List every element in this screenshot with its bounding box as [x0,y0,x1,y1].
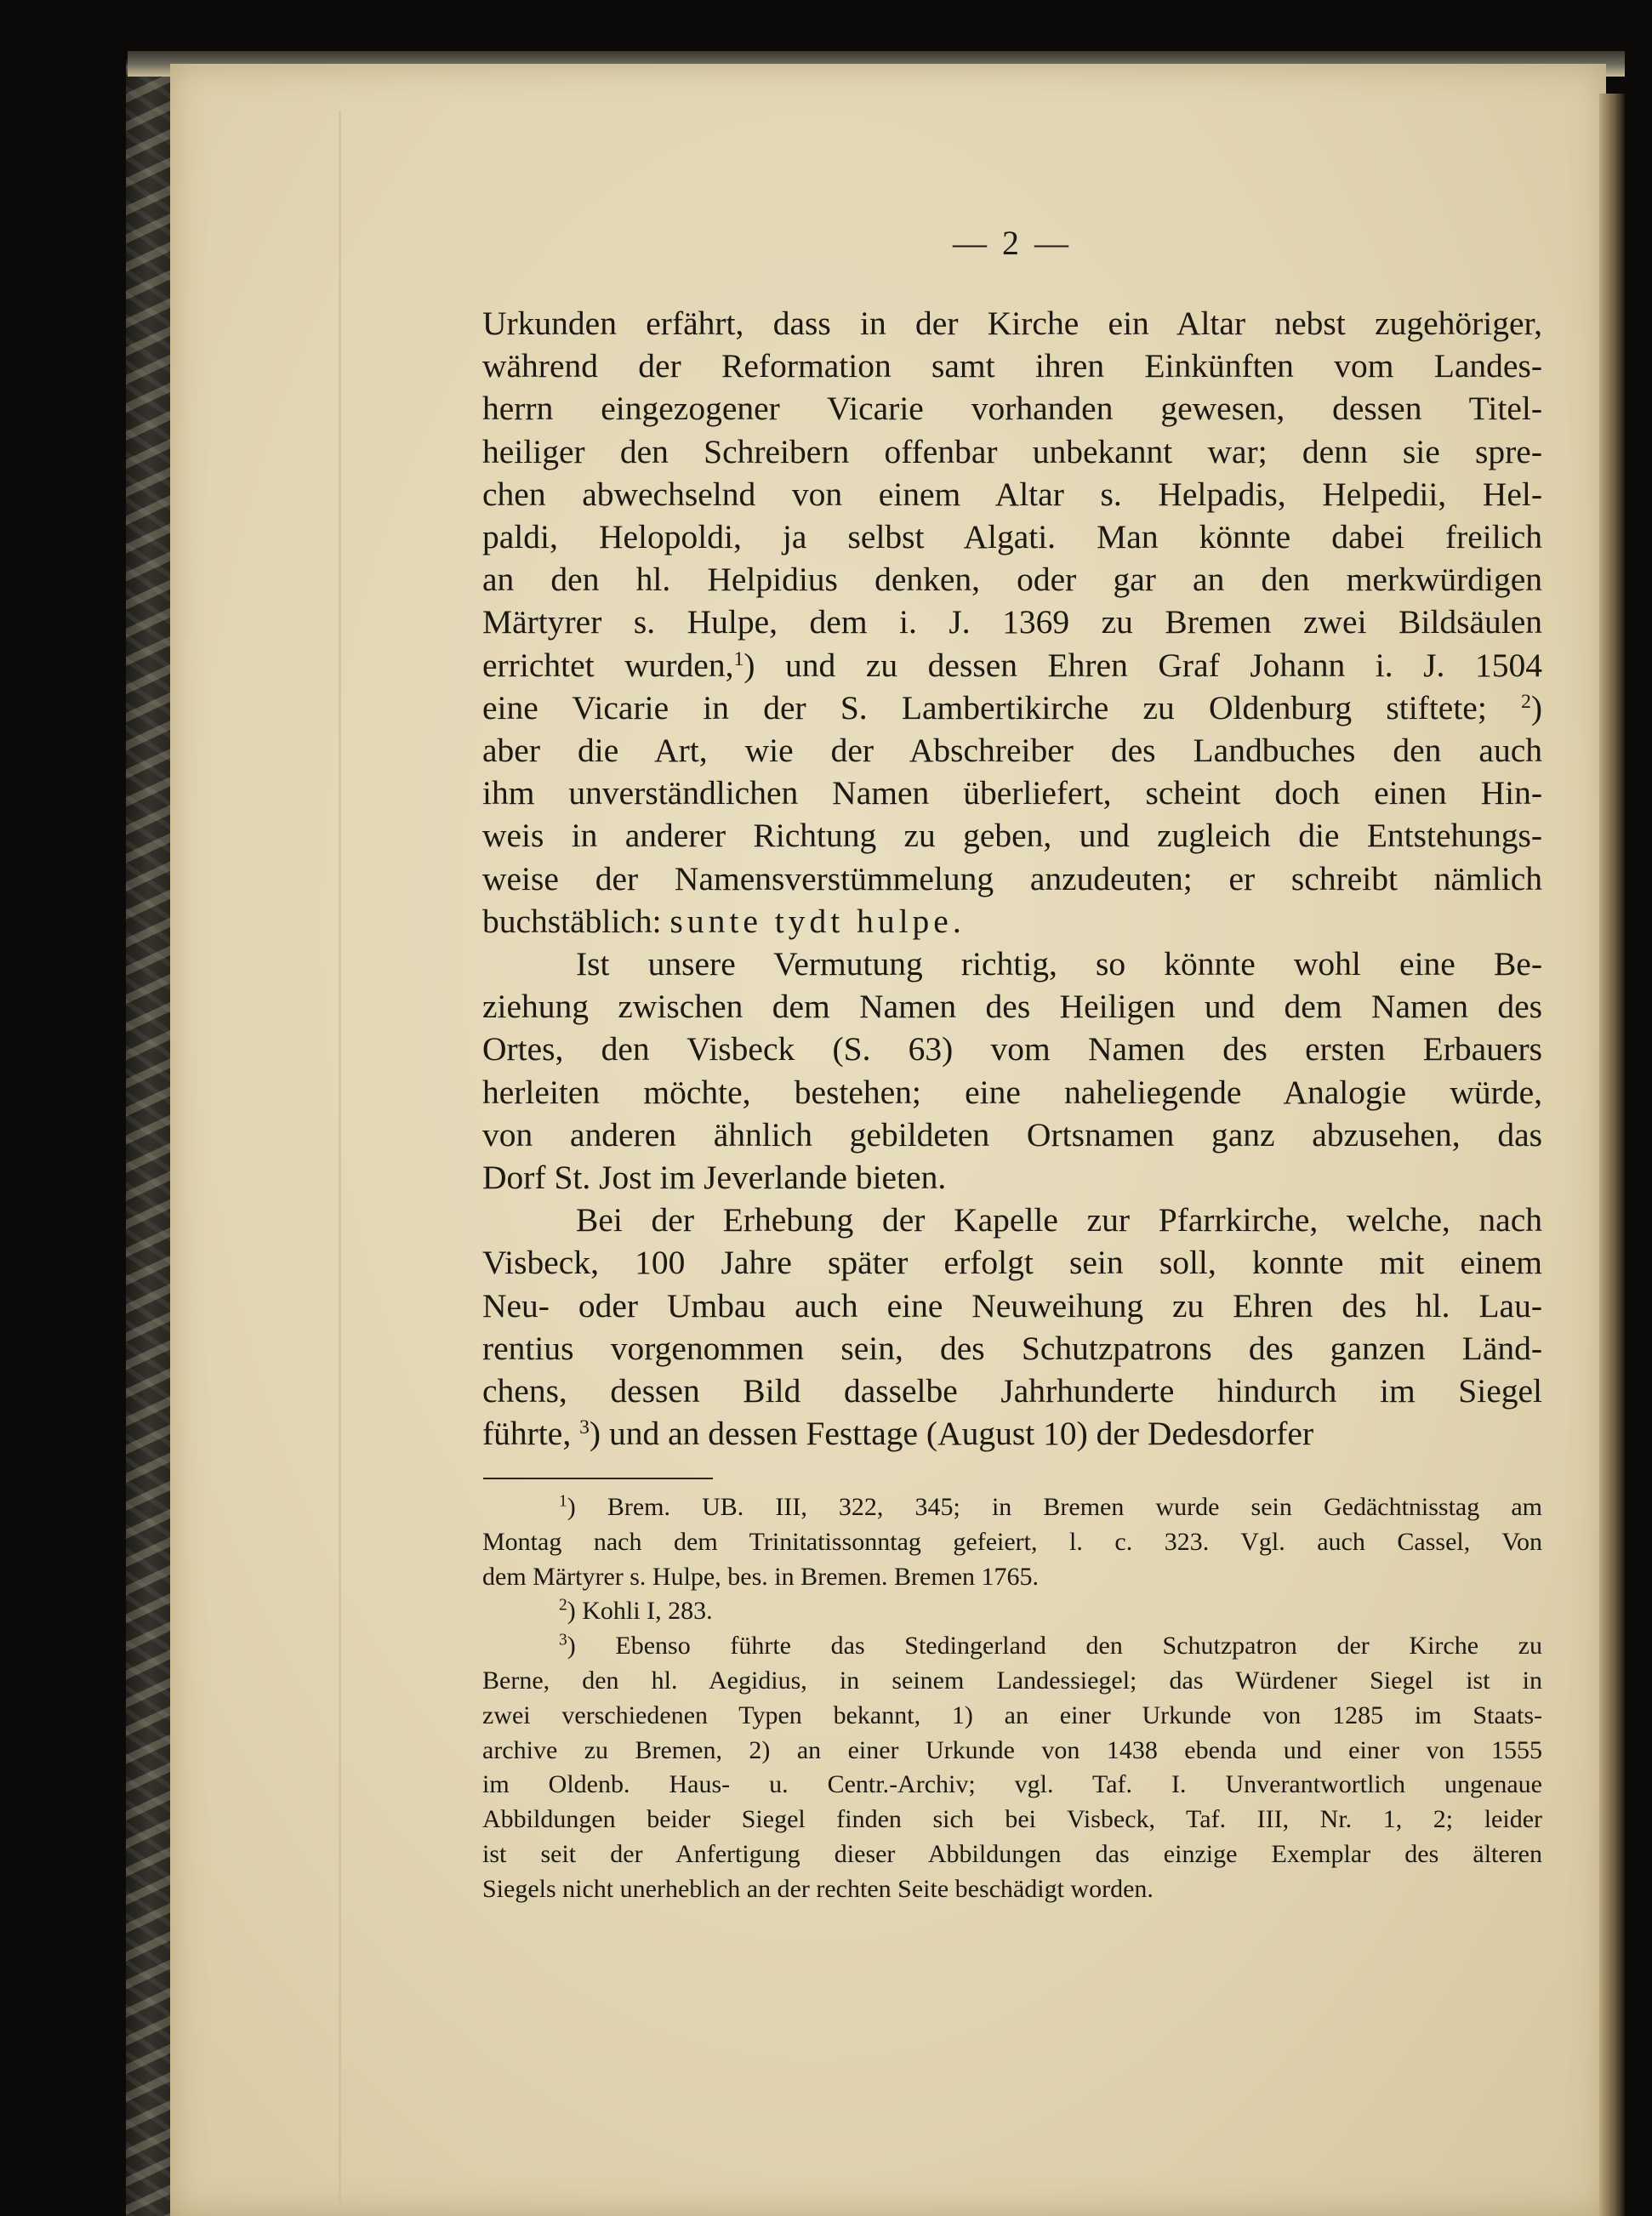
text-line: Bei der Erhebung der Kapelle zur Pfarrkirche, welche, nach [576,1201,1542,1239]
text-line: Urkunden erfährt, dass in der Kirche ein Altar nebst zugehöriger, [482,305,1542,342]
text-line: Ortes, den Visbeck (S. 63) vom Namen des ersten Erbauers [482,1030,1542,1068]
footnote-number: 3 [559,1631,567,1649]
text-segment: führte, [482,1415,580,1453]
text-line: an den hl. Helpidius denken, oder gar an den merkwürdigen [482,561,1542,599]
text-line: chen abwechselnd von einem Altar s. Helpadis, Helpedii, Hel- [482,475,1542,513]
text-line: aber die Art, wie der Abschreiber des Landbuches den auch [482,732,1542,770]
text-segment: eine Vicarie in der S. Lambertikirche zu Oldenburg stiftete; [482,688,1521,726]
footnote-line [482,1490,1542,1525]
page-number: — 2 — [953,224,1072,262]
footnote-line: archive zu Bremen, 2) an einer Urkunde von 1438 ebenda und einer von 1555 [482,1735,1542,1764]
footnote-line: dem Märtyrer s. Hulpe, bes. in Bremen. Bremen 1765. [482,1562,1040,1591]
footnote-line [482,1594,1542,1629]
footnote-number: 2 [559,1596,567,1615]
footnote-marker: 2 [1521,690,1531,713]
text-segment: ) [1530,688,1542,726]
footnote-number: 1 [559,1492,567,1511]
text-segment: . [952,902,961,940]
footnote-line: Abbildungen beider Siegel finden sich bei Visbeck, Taf. III, Nr. 1, 2; leider [482,1805,1542,1834]
text-segment: buchstäblich: [482,902,670,940]
page-fold-line [339,111,341,2203]
text-line: paldi, Helopoldi, ja selbst Algati. Man könnte dabei freilich [482,518,1542,556]
footnotes [482,1490,1542,1907]
footnote-line: ist seit der Anfertigung dieser Abbildungen das einzige Exemplar des älteren [482,1839,1542,1868]
footnote-line: Siegels nicht unerheblich an der rechten Seite beschädigt worden. [482,1874,1154,1903]
text-line: Neu- oder Umbau auch eine Neuweihung zu Ehren des hl. Lau- [482,1286,1542,1324]
footnote-line: Berne, den hl. Aegidius, in seinem Landessiegel; das Würdener Siegel ist in [482,1666,1542,1695]
text-line: rentius vorgenommen sein, des Schutzpatrons des ganzen Länd- [482,1329,1542,1367]
text-line: chens, dessen Bild dasselbe Jahrhunderte hindurch im Siegel [482,1372,1542,1410]
text-line [482,686,1542,729]
text-line: herleiten möchte, bestehen; eine naheliegende Analogie würde, [482,1073,1542,1111]
text-line: während der Reformation samt ihren Einkünften vom Landes- [482,347,1542,385]
text-line: weis in anderer Richtung zu geben, und zugleich die Entstehungs- [482,817,1542,855]
text-line: Visbeck, 100 Jahre später erfolgt sein soll, konnte mit einem [482,1244,1542,1282]
text-segment: errichtet wurden, [482,646,734,684]
page-right-edge [1599,94,1625,2216]
footnote-line: Montag nach dem Trinitatissonntag gefeiert, l. c. 323. Vgl. auch Cassel, Von [482,1527,1542,1556]
text-line: weise der Namensverstümmelung anzudeuten; er schreibt nämlich [482,859,1542,897]
text-segment: ) und zu dessen Ehren Graf Johann i. J. 1504 [743,646,1542,684]
spaced-quote: sunte tydt hulpe [669,902,953,940]
footnote-text: ) Brem. UB. III, 322, 345; in Bremen wurde sein Gedächtnisstag am [567,1493,1542,1521]
footnote-text: ) Kohli I, 283. [567,1597,713,1626]
footnote-text: ) Ebenso führte das Stedingerland den Schutzpatron der Kirche zu [567,1632,1542,1661]
footnote-marker: 3 [579,1416,590,1439]
text-line: von anderen ähnlich gebildeten Ortsnamen ganz abzusehen, das [482,1115,1542,1154]
text-line [482,1412,1542,1455]
footnote-line [482,1629,1542,1664]
footnote-marker: 1 [733,647,744,670]
footnote-separator [483,1478,713,1479]
text-line: ihm unverständlichen Namen überliefert, scheint doch einen Hin- [482,774,1542,812]
main-text [482,302,1542,1455]
text-line [482,644,1542,686]
text-line: Ist unsere Vermutung richtig, so könnte wohl eine Be- [576,945,1542,983]
text-line [482,900,1542,943]
text-line: herrn eingezogener Vicarie vorhanden gewesen, dessen Titel- [482,390,1542,428]
text-segment: ) und an dessen Festtage (August 10) der Dedesdorfer [589,1415,1314,1453]
text-line: ziehung zwischen dem Namen des Heiligen und dem Namen des [482,988,1542,1026]
footnote-line: im Oldenb. Haus- u. Centr.-Archiv; vgl. Taf. I. Unverantwortlich ungenaue [482,1770,1542,1799]
footnote-line: zwei verschiedenen Typen bekannt, 1) an einer Urkunde von 1285 im Staats- [482,1700,1542,1729]
text-line: Dorf St. Jost im Jeverlande bieten. [482,1159,947,1197]
text-line: heiliger den Schreibern offenbar unbekannt war; denn sie spre- [482,432,1542,470]
text-line: Märtyrer s. Hulpe, dem i. J. 1369 zu Bremen zwei Bildsäulen [482,603,1542,641]
